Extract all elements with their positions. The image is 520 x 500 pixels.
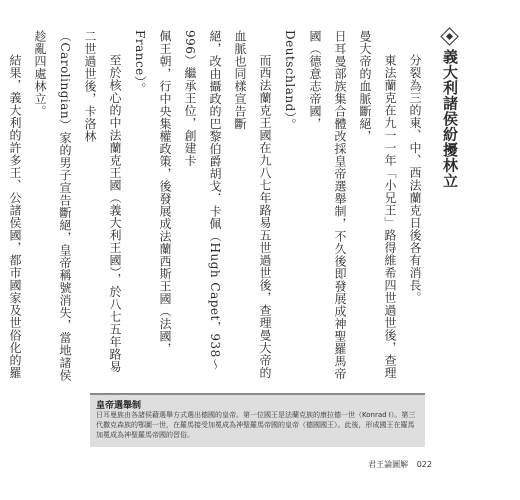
sidebar-note-box	[90, 393, 425, 447]
main-text-column	[0, 30, 462, 385]
paragraph-line: 絕，改由攝政的巴黎伯爵胡戈．卡佩（Hugh Capet，938～996）繼承王位，創建卡	[183, 30, 222, 371]
sidebar-note-body: 日耳曼族由各諸侯藉選舉方式選出德國的皇帝。第一位國王是法蘭克族的康拉德一世（Konrad I）。第三代撒克森族的鄂圖一世，在羅馬接受加冕成為神聖羅馬帝國的皇帝（德國國王）。此後，形成國王在羅馬加冕成為神聖羅馬帝國的習俗。	[96, 411, 416, 439]
paragraph: 而西法蘭克王國在九八七年路易五世過世後，查理曼大帝的血脈也同樣宣告斷	[233, 30, 272, 379]
paragraph-line: Deutschland）。	[283, 30, 297, 131]
paragraph: 東法蘭克在九一一年「小兄王」路得維希四世過世後，查理曼大帝的血脈斷絕，	[358, 30, 397, 379]
section-heading	[437, 30, 462, 385]
book-title: 君王論圖解	[368, 460, 409, 469]
paragraph-line: （Carolingian）家的男子宣告斷絕，皇帝稱號消失，當地諸侯趁亂四處林立。	[33, 30, 72, 382]
paragraph: 分裂為三的東、中、西法蘭克日後各有消長。	[408, 54, 422, 304]
paragraph-line: 日耳曼部族集合體改採皇帝選舉制，不久後即發展成神聖羅馬帝國（德意志帝國，	[308, 30, 347, 380]
section-title: 義大利諸侯紛擾林立	[441, 49, 459, 189]
paragraph: 結果，義大利的許多王、公諸侯國，都市國家及世俗化的羅	[8, 54, 22, 379]
page-number: 022	[416, 460, 432, 469]
page-footer	[368, 459, 432, 470]
diamond-bullet-icon	[440, 27, 458, 45]
paragraph: 至於核心的中法蘭克王國（義大利王國），於八七五年路易二世過世後，卡洛林	[83, 30, 122, 373]
sidebar-note-title: 皇帝選舉制	[96, 401, 142, 411]
footer-separator	[411, 460, 414, 469]
paragraph-line: 佩王朝，行中央集權政策，後發展成法蘭西斯王國（法國，France）。	[133, 30, 172, 355]
